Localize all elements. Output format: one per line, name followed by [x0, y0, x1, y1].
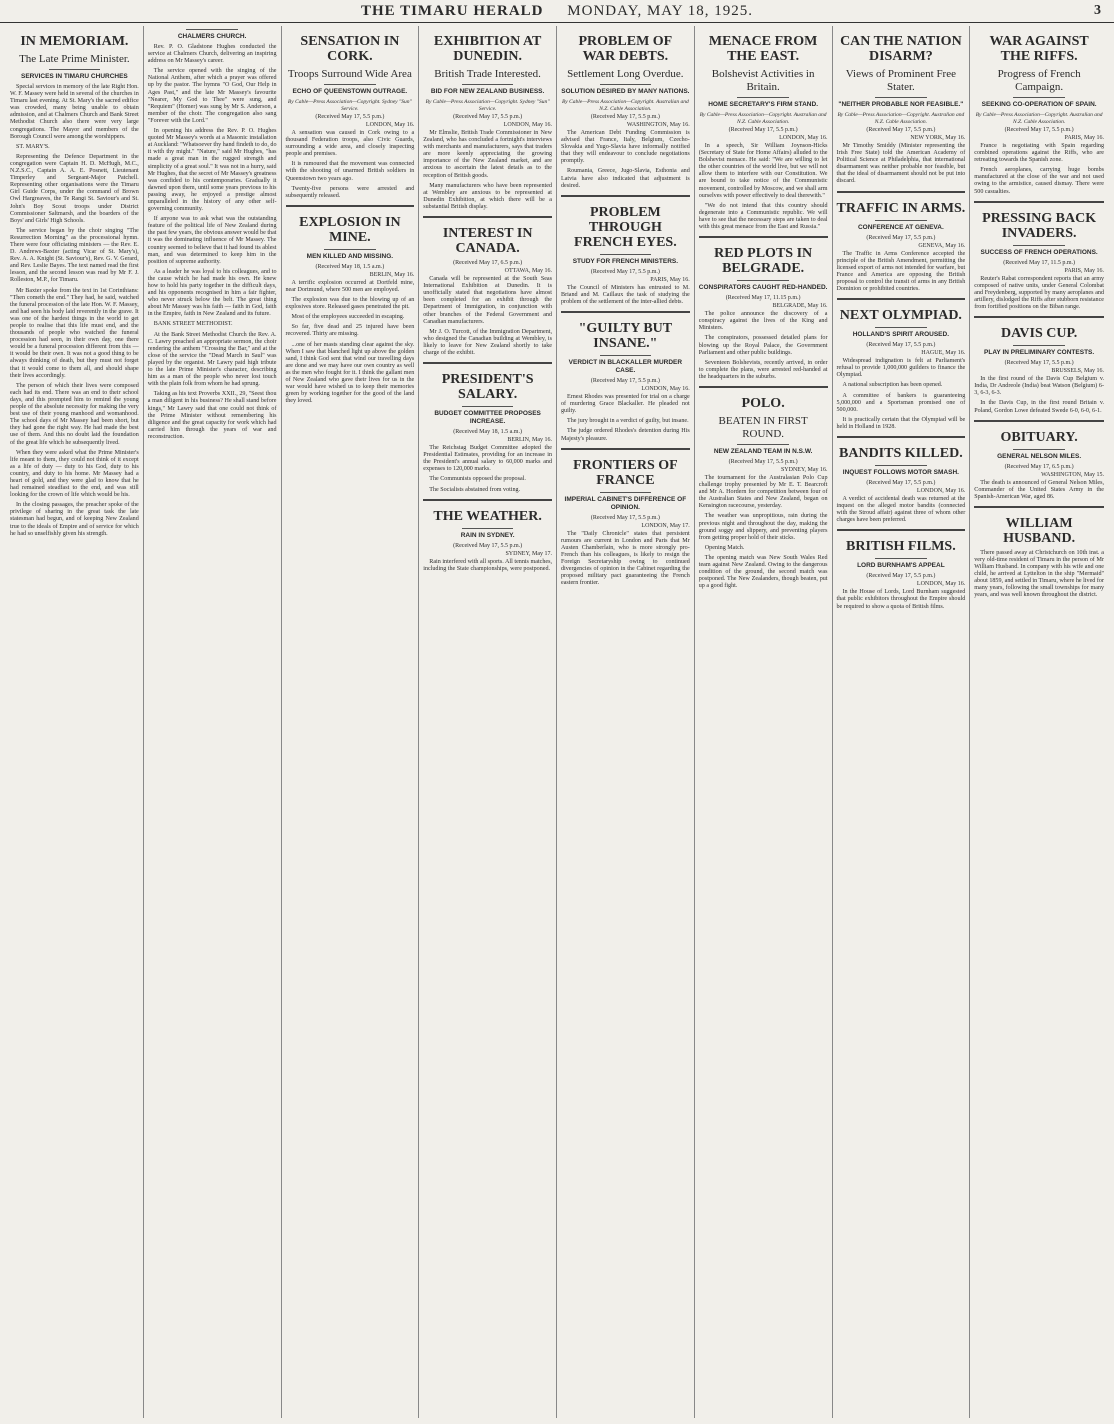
story-received: (Received May 17, 11.5 p.m.): [1003, 259, 1075, 266]
article-paragraph: Most of the employees succeeded in escaping.: [291, 314, 405, 321]
article-subhead: Settlement Long Overdue.: [567, 68, 684, 80]
article-kicker: "NEITHER PROBABLE NOR FEASIBLE.": [838, 101, 964, 108]
story-dateline: GENEVA, May 16.: [918, 242, 966, 249]
article-paragraph: The Socialists abstained from voting.: [429, 486, 521, 493]
divider: [186, 29, 238, 30]
article-paragraph: Seventeen Bolshevists, recently arrived, in order to complete the plans, were arrested red-handed at the headquarters in the suburbs.: [698, 359, 828, 380]
divider: [462, 406, 514, 407]
story-separator: [699, 236, 828, 238]
article-paragraph: Ernest Rhodes was presented for trial on a charge of murdering Grace Blackaller. He pleaded not guilty.: [561, 394, 690, 415]
story-headline: "GUILTY BUT INSANE.": [578, 321, 673, 352]
story-headline: TRAFFIC IN ARMS.: [836, 200, 966, 216]
divider: [875, 220, 927, 221]
masthead: [0, 0, 1114, 23]
divider: [1013, 345, 1065, 346]
story-dateline: WASHINGTON, May 15.: [1041, 471, 1104, 478]
column-4: [419, 26, 557, 1418]
story-dateline: LONDON, May 16.: [916, 487, 966, 494]
article-dateline: LONDON, May 16.: [503, 122, 552, 128]
story-separator: [837, 529, 966, 531]
article-paragraph: Mr Elmslie, British Trade Commissioner in New Zealand, who has concluded a fortnight's interviews with merchants and manufacturers, says that traders are more keenly appreciating the growing importance of the New Zealand market, and are anxious to ascertain the latest details as to the reception of British goods.: [423, 130, 552, 179]
divider: [600, 254, 652, 255]
story-separator: [699, 386, 828, 388]
article-paragraph: BANK STREET METHODIST.: [153, 321, 233, 328]
divider: [875, 558, 927, 559]
article-paragraph: France is negotiating with Spain regarding combined operations against the Riffs, who are retreating towards the Spanish zone.: [974, 143, 1104, 164]
article-paragraph: The Reichstag Budget Committee adopted the Presidential Estimates, providing for an increase in the President's annual salary to 60,000 marks and expenses to 120,000 marks.: [423, 445, 552, 473]
article-kicker: CHALMERS CHURCH.: [177, 33, 247, 40]
story-kicker: INQUEST FOLLOWS MOTOR SMASH.: [842, 468, 959, 476]
article-paragraph: In the first round of the Davis Cup Belgium v. India, Dr Andreole (India) beat Watson (Belgium) 6-3, 6-3, 6-3.: [974, 376, 1104, 397]
story-kicker: STUDY FOR FRENCH MINISTERS.: [572, 257, 679, 265]
article-paragraph: The jury brought in a verdict of guilty, but insane.: [567, 418, 689, 425]
story-dateline: SYDNEY, May 17.: [505, 550, 552, 557]
article-headline: PROBLEM OF WAR DEBTS.: [578, 34, 673, 64]
story-headline: PRESIDENT'S SALARY.: [441, 372, 534, 403]
article-paragraph: Representing the Defence Department in the congregation were Captain H. D. McHugh, M.C., N.Z.S.C., Captain A. A. E. Posnett, Lieutenant Timperley and Sergeant-Major Patchell. Representing other organisations were the Timaru Girl Guide Corps, under the command of Brown Owl Hargreaves, the Te Rangi St. Saviour's and St. John's Boy Scout troops under District Commissioner Saltmarsh, and the boarders of the Boys' and Girls' High Schools.: [10, 153, 139, 224]
story-kicker: LORD BURNHAM'S APPEAL: [857, 562, 945, 570]
story-headline: FRONTIERS OF FRANCE: [573, 457, 678, 488]
story-dateline: BERLIN, May 16.: [507, 437, 552, 444]
story-received: (Received May 17, 5.5 p.m.): [866, 234, 936, 241]
article-subhead: Views of Prominent Free Stater.: [845, 68, 956, 93]
story-kicker: HOLLAND'S SPIRIT AROUSED.: [852, 331, 950, 339]
article-received: (Received May 17, 5.5 p.m.): [728, 127, 798, 133]
article-kicker: SERVICES IN TIMARU CHURCHES: [20, 73, 128, 80]
page-number: 3: [1094, 3, 1102, 18]
article-paragraph: In opening his address the Rev. P. O. Hughes quoted Mr Massey's words at a Masonic installation at Auckland: "Whatsoever thy hand findeth to do, do it with thy might." "Nature," said Mr Hughes, "has made a great man in the rugged strength and simplicity of a great soul." It was not in a hurry, said Mr Hughes, that the secret of Mr Massey's greatness was confided to his contemporaries. Gradually it dawned upon them, until some years previous to his passing away, he enjoyed a prestige almost unparalleled in the history of any other self-governing community.: [147, 128, 277, 213]
story-received: (Received May 17, 6.5 p.m.): [1004, 463, 1074, 470]
article-headline: CAN THE NATION DISARM?: [840, 34, 962, 64]
article-cable-credit: By Cable—Press Association—Copyright. Australian and N.Z. Cable Association.: [975, 112, 1103, 125]
article-received: (Received May 17, 5.5 p.m.): [866, 127, 936, 133]
article-kicker: SOLUTION DESIRED BY MANY NATIONS.: [561, 88, 690, 95]
article-paragraph: Mr J. O. Turcott, of the Immigration Department, who designed the Canadian building at Wembley, is likely to leave for New Zealand shortly to take charge of the exhibit.: [423, 328, 552, 356]
story-separator: [423, 362, 552, 364]
article-cable-credit: By Cable—Press Association—Copyright. Sydney "Sun" Service.: [425, 99, 550, 112]
story-headline: BANDITS KILLED.: [839, 445, 963, 461]
article-dateline: PARIS, May 16.: [1064, 135, 1104, 141]
divider: [875, 97, 927, 98]
story-received: (Received May 17, 5.5 p.m.): [866, 573, 936, 580]
story-received: (Received May 17, 5.5 p.m.): [590, 268, 660, 275]
article-kicker: HOME SECRETARY'S FIRM STAND.: [708, 101, 818, 108]
article-kicker: ECHO OF QUEENSTOWN OUTRAGE.: [292, 88, 408, 95]
article-paragraph: Widespread indignation is felt at Parliament's refusal to provide 1,000,000 guilders to finance the Olympiad.: [836, 358, 966, 379]
divider: [600, 84, 652, 85]
article-paragraph: Mr Timothy Smiddy (Minister representing the Irish Free State) told the American Academy of Political Science at Philadelphia, that international disarmament was neither probable nor feasible, but that the ideal of disarmament should not be put into discard.: [836, 143, 966, 185]
story-separator: [837, 298, 966, 300]
article-paragraph: Reuter's Rabat correspondent reports that an army composed of native units, under General Colombat and Freydenberg, supported by many aeroplanes and artillery, dislodged the Riffs after stubborn resistance from fortified positions on the Biban range.: [974, 275, 1104, 311]
story-dateline: OTTAWA, May 16.: [504, 268, 552, 275]
article-headline: WAR AGAINST THE RIFFS.: [989, 34, 1089, 64]
divider: [462, 528, 514, 529]
story-separator: [561, 448, 690, 450]
story-separator: [837, 436, 966, 438]
article-paragraph: The police announce the discovery of a conspiracy against the lives of the King and Ministers.: [698, 311, 828, 332]
article-paragraph: Taking as his text Proverbs XXII., 29, "Seest thou a man diligent in his business? He shall stand before kings," Mr Lawry said that one could not think of the Prime Minister without remembering his diligence and the great capacity for work which had carried him through the years of war and reconstruction.: [147, 391, 277, 440]
divider: [324, 249, 376, 250]
article-headline: IN MEMORIAM.: [20, 34, 129, 49]
article-dateline: LONDON, May 16.: [779, 135, 828, 141]
article-headline: MENACE FROM THE EAST.: [708, 34, 818, 64]
divider: [737, 444, 789, 445]
article-paragraph: The tournament for the Australasian Polo Cup challenge trophy presented by Mr E. T. Bearcroft and Mr A. Hordern for competition between four of the Australian States and New Zealand, began on Kensington racecourse, yesterday.: [698, 474, 828, 510]
story-separator: [561, 195, 690, 197]
article-paragraph: The weather was unpropitious, rain during the previous night and throughout the day, making the ground soggy and slippery, and preventing players from getting proper hold of their sticks.: [698, 513, 828, 541]
story-headline: EXPLOSION IN MINE.: [299, 214, 401, 245]
story-kicker: CONFERENCE AT GENEVA.: [857, 223, 944, 231]
article-subhead: The Late Prime Minister.: [19, 53, 130, 65]
article-headline: EXHIBITION AT DUNEDIN.: [433, 34, 542, 64]
story-separator: [423, 216, 552, 218]
story-received: (Received May 18, 1.5 a.m.): [315, 263, 385, 270]
article-paragraph: The explosion was due to the blowing up of an explosives store. Released gases penetrated the pit.: [285, 297, 415, 311]
story-separator: [423, 499, 552, 501]
story-received: (Received May 17, 5.5 p.m.): [728, 458, 798, 465]
story-dateline: HAGUE, May 16.: [921, 350, 966, 357]
divider: [875, 465, 927, 466]
article-paragraph: In a speech, Sir William Joynson-Hicks (Secretary of State for Home Affairs) alluded to the Bolshevist menace. He said: "We are willing to let the other countries of the world live, but we will not allow them to interfere with our Constitution. We are bound to take notice of the Communistic movement, controlled by Moscow, and we shall arm ourselves with power effectively to deal therewith.": [698, 143, 828, 199]
article-paragraph: In the closing passages, the preacher spoke of the privilege of sharing in the great task the late statesman had begun, and of keeping New Zealand true to the ideals of Empire and of service for which he had so unselfishly given his strength.: [10, 502, 139, 537]
story-received: (Received May 17, 5.5 p.m.): [453, 542, 523, 549]
column-8: [970, 26, 1108, 1418]
article-paragraph: It is rumoured that the movement was connected with the shooting of unarmed British soldiers in Queenstown two years ago.: [285, 161, 415, 182]
article-paragraph: When they were asked what the Prime Minister's life meant to them, they could not think of it except as a life of duty — duty to his God, duty to his country, and duty to his home. Mr Massey had a heart of gold, and they were glad to know that he had remained steadfast to the end, and was still looking for the crown of life which would be his.: [10, 449, 139, 499]
article-received: (Received May 17, 5.5 p.m.): [590, 114, 660, 120]
story-dateline: BERLIN, May 16.: [369, 271, 415, 278]
article-paragraph: The American Debt Funding Commission is advised that France, Italy, Belgium, Czecho-Slovakia and Yugo-Slavia have informally notified that they will endeavour to conclude negotiations promptly.: [561, 130, 690, 165]
story-received: (Received May 17, 5.5 p.m.): [866, 342, 936, 349]
article-paragraph: There passed away at Christchurch on 10th inst. a very old-time resident of Timaru in the person of Mr William Husband. In company with his wife and one child, he arrived at Lyttelton in the ship "Mermaid" about 1859, and settled in Timaru, where he lived for many years, following the small townships for many years, and was well known throughout the district.: [974, 549, 1104, 599]
article-paragraph: The Communists opposed the proposal.: [429, 476, 526, 483]
article-paragraph: The opening match was New South Wales Red team against New Zealand. Owing to the dangerous condition of the ground, the second match was postponed. The New Zealanders, though beaten, put up a good fight.: [698, 554, 828, 590]
divider: [1013, 449, 1065, 450]
story-dateline: BELGRADE, May 16.: [772, 303, 828, 310]
divider: [1013, 97, 1065, 98]
article-dateline: NEW YORK, May 16.: [910, 135, 966, 141]
article-paragraph: A national subscription has been opened.: [842, 382, 943, 389]
story-separator: [974, 506, 1104, 508]
article-received: (Received May 17, 5.5 p.m.): [453, 114, 523, 120]
article-cable-credit: By Cable—Press Association—Copyright. Australian and N.Z. Cable Association.: [837, 112, 965, 125]
article-paragraph: A verdict of accidental death was returned at the inquest on the alleged motor bandits (connected with the Stroud affair) against three of whom other charges have been preferred.: [836, 495, 966, 524]
story-separator: [974, 201, 1104, 203]
article-paragraph: Special services in memory of the late Right Hon. W. F. Massey were held in several of the churches in Timaru last evening. At St. Mary's the sacred edifice was crowded, many being unable to obtain admission, and at Chalmers Church and Bank Street Methodist Church also there were very large congregations. The Mayor and members of the Borough Council were among the worshippers.: [10, 84, 139, 140]
story-received: (Received May 17, 5.5 p.m.): [1004, 360, 1074, 367]
article-paragraph: Roumania, Greece, Jugo-Slavia, Esthonia and Latvia have also indicated that adjustment is desired.: [561, 168, 690, 189]
story-kicker: MEN KILLED AND MISSING.: [306, 252, 394, 260]
newspaper-title: THE TIMARU HERALD: [360, 3, 544, 19]
story-headline: NEXT OLYMPIAD.: [839, 308, 962, 324]
article-subhead: Progress of French Campaign.: [997, 68, 1081, 93]
article-dateline: LONDON, May 16.: [365, 122, 415, 128]
article-paragraph: Many manufacturers who have been represented at Wembley are anxious to be represented at Dunedin Exhibition, at which there will be a substantial British display.: [423, 182, 552, 210]
article-paragraph: ...one of her masts standing clear against the sky. When I saw that blanched light up above the golden sand, I think God sent that wind our travelling days are done and we may have our own country as well as the men who fought for it. I think the gallant men of New Zealand who gave their lives for us in the war would have wished us to keep their memories green by working together for the good of the land they loved.: [285, 341, 415, 405]
column-1: [6, 26, 144, 1418]
story-kicker: PLAY IN PRELIMINARY CONTESTS.: [984, 349, 1095, 357]
divider: [324, 84, 376, 85]
story-separator: [974, 316, 1104, 318]
story-dateline: PARIS, May 16.: [1064, 267, 1104, 274]
article-paragraph: ST. MARY'S.: [16, 143, 50, 150]
story-headline: RED PLOTS IN BELGRADE.: [714, 246, 813, 277]
article-cable-credit: By Cable—Press Association—Copyright. Sydney "Sun" Service.: [287, 99, 412, 112]
divider: [737, 280, 789, 281]
story-received: (Received May 17, 5.5 p.m.): [590, 378, 660, 385]
article-cable-credit: By Cable—Press Association—Copyright. Australian and N.Z. Cable Association.: [561, 99, 689, 112]
article-paragraph: In the House of Lords, Lord Burnham suggested that public exhibitors throughout the Empire should be required to show a quota of British films.: [836, 589, 966, 610]
divider: [49, 69, 101, 70]
article-paragraph: The death is announced of General Nelson Miles, Commander of the United States Army in the Spanish-American War, aged 86.: [974, 479, 1104, 500]
story-kicker: IMPERIAL CABINET'S DIFFERENCE OF OPINION.: [564, 495, 687, 511]
column-3: [282, 26, 420, 1418]
story-received: (Received May 17, 6.5 p.m.): [453, 260, 523, 267]
divider: [875, 327, 927, 328]
article-subhead: Bolshevist Activities in Britain.: [711, 68, 815, 93]
article-subhead: Troops Surround Wide Area: [287, 68, 412, 80]
column-2: [144, 26, 282, 1418]
article-paragraph: The conspirators, possessed detailed plans for blowing up the Royal Palace, the Government Parliament and other public buildings.: [698, 335, 828, 356]
story-dateline: LONDON, May 17.: [641, 522, 690, 529]
story-separator: [561, 311, 690, 313]
story-headline: WILLIAM HUSBAND.: [1003, 515, 1076, 546]
story-dateline: SYDNEY, May 16.: [780, 466, 828, 473]
article-paragraph: It is practically certain that the Olympiad will be held in Holland in 1928.: [836, 416, 966, 430]
story-dateline: LONDON, May 16.: [916, 581, 966, 588]
article-paragraph: The Council of Ministers has entrusted to M. Briand and M. Caillaux the task of studying the problem of the settlement of the inter-allied debts.: [561, 284, 690, 305]
divider: [737, 97, 789, 98]
article-paragraph: A committee of bankers is guaranteeing 5,000,000 and a Sportsman promised one of 500,000.: [836, 392, 966, 413]
news-columns: [6, 26, 1108, 1418]
article-kicker: SEEKING CO-OPERATION OF SPAIN.: [981, 101, 1097, 108]
article-paragraph: Canada will be represented at the South Seas International Exhibition at Dunedin. It is unofficially stated that negotiations have almost been completed for an exhibit through the Department of Immigration, in conjunction with other branches of the Federal Government and Canadian manufacturers.: [423, 276, 552, 325]
divider: [462, 84, 514, 85]
article-paragraph: So far, five dead and 25 injured have been recovered. Thirty are missing.: [285, 324, 415, 338]
story-headline: DAVIS CUP.: [1001, 326, 1078, 342]
story-subhead: BEATEN IN FIRST ROUND.: [718, 414, 808, 440]
article-headline: SENSATION IN CORK.: [300, 34, 400, 64]
article-paragraph: A terrific explosion occurred at Dortfeld mine, near Dortmund, where 500 men are employed.: [285, 279, 415, 293]
article-paragraph: French aeroplanes, carrying huge bombs manufactured at the close of the war and not used owing to the armistice, caused dismay. There were 500 casualties.: [974, 167, 1104, 195]
story-received: (Received May 17, 5.5 p.m.): [590, 514, 660, 521]
column-7: [833, 26, 971, 1418]
story-dateline: LONDON, May 16.: [641, 386, 690, 393]
story-separator: [837, 191, 966, 193]
story-headline: BRITISH FILMS.: [846, 539, 956, 555]
story-headline: OBITUARY.: [1000, 429, 1078, 445]
article-received: (Received May 17, 5.5 p.m.): [1004, 127, 1074, 133]
story-headline: POLO.: [741, 395, 785, 411]
column-5: [557, 26, 695, 1418]
column-6: [695, 26, 833, 1418]
article-paragraph: The "Daily Chronicle" states that persistent rumours are current in London and Paris that Mr Austen Chamberlain, who is more strongly pro-French than his colleagues, is likely to resign the Foreign Secretaryship owing to continued divergencies of opinion in the Cabinet regarding the proposed military pact guaranteeing the French eastern frontier.: [561, 530, 690, 587]
article-paragraph: Rev. P. O. Gladstone Hughes conducted the service at Chalmers Church, delivering an inspiring address on Mr Massey's career.: [147, 44, 277, 65]
story-dateline: PARIS, May 16.: [650, 276, 690, 283]
article-paragraph: If anyone was to ask what was the outstanding feature of the political life of New Zealand during the past few years, the obvious answer would be that it was the dominating influence of Mr Massey. The country seemed to believe that it had found its ablest man, and was determined to keep him in the position of supreme authority.: [147, 216, 277, 265]
article-paragraph: The service opened with the singing of the National Anthem, after which a prayer was offered up by the pastor. The hymns "O God, Our Help in Ages Past," and the late Mr Massey's favourite "Nearer, My God to Thee" were sung, and "Requiem" (Homer) was sung by Mr S. Anderson, a member of the choir. The congregation also sang "Forever with the Lord.": [147, 68, 277, 124]
article-paragraph: Twenty-five persons were arrested and subsequently released.: [285, 185, 415, 199]
story-received: (Received May 18, 1.5 a.m.): [453, 429, 522, 436]
story-kicker: SUCCESS OF FRENCH OPERATIONS.: [980, 248, 1098, 256]
article-received: (Received May 17, 5.5 p.m.): [315, 114, 385, 120]
article-paragraph: Mr Baxter spoke from the text in 1st Corinthians: "Then cometh the end." They had, he said, watched the funeral procession of the late Hon. W. F. Massey, and had seen his body laid reverently in the grave. It was one of the hardest things in the world to get people to realise that this life must end, and the thousands of people who watched the funeral procession had seen, in their own day, one there would be a funeral procession different from this — it would be their own. It was not a good thing to be always thinking of death, but they must not forget that it would come to them all, and should shape their lives accordingly.: [10, 287, 139, 379]
article-paragraph: Rain interfered with all sports. All tennis matches, including the State championships, were postponed.: [423, 558, 552, 572]
article-paragraph: Opening Match.: [704, 544, 745, 551]
article-paragraph: In the Davis Cup, in the first round Britain v. Poland, Gordon Lowe defeated Swede 6-0, 6-0, 6-1.: [974, 400, 1104, 414]
issue-date: MONDAY, MAY 18, 1925.: [567, 3, 754, 19]
story-headline: PRESSING BACK INVADERS.: [982, 210, 1097, 241]
story-received: (Received May 17, 5.5 p.m.): [866, 479, 936, 486]
story-separator: [974, 420, 1104, 422]
article-paragraph: At the Bank Street Methodist Church the Rev. A. C. Lawry preached an appropriate sermon, the choir rendering the anthem "Crossing the Bar," and at the close of the service the "Dead March in Saul" was played by the organist. Mr Lawry paid high tribute to the late Prime Minister's character, describing him as a man of the people who never lost touch with the plain folk from whom he had sprung.: [147, 331, 277, 388]
story-headline: THE WEATHER.: [433, 508, 542, 524]
article-dateline: WASHINGTON, May 16.: [626, 122, 690, 128]
article-paragraph: The Traffic in Arms Conference accepted the principle of the British Amendment, permitting the licensed export of arms not intended for warfare, but France and America are opposing the British proposal to control the transit of arms in any British Dominion or prohibited countries.: [836, 250, 966, 293]
story-headline: INTEREST IN CANADA.: [442, 226, 533, 257]
divider: [1013, 245, 1065, 246]
article-paragraph: The person of which their lives were composed each had its end. There was an end to their school days, and this prompted him to remind the young people of the absolute necessity for making the very best use of their young manhood and womanhood. The school days of Mr Massey had been short, but they had gone the right way. He had made the best use of them. And this no doubt laid the foundation of the great life which he subsequently lived.: [10, 382, 139, 446]
article-paragraph: The judge ordered Rhodes's detention during His Majesty's pleasure.: [561, 428, 690, 442]
story-separator: [286, 205, 415, 207]
story-kicker: RAIN IN SYDNEY.: [460, 531, 515, 539]
story-kicker: VERDICT IN BLACKALLER MURDER CASE.: [568, 359, 683, 375]
story-dateline: BRUSSELS, May 16.: [1051, 368, 1104, 375]
story-kicker: BUDGET COMMITTEE PROPOSES INCREASE.: [434, 410, 541, 426]
article-cable-credit: By Cable—Press Association—Copyright. Australian and N.Z. Cable Association.: [699, 112, 827, 125]
article-paragraph: As a leader he was loyal to his colleagues, and to the cause which he had made his own. He knew how to hold his party together in the difficult days, and his opponents recognised in him a fair fighter, who never struck below the belt. The great thing about Mr Massey was his faith — faith in God, faith in the Empire, faith in New Zealand and its future.: [147, 268, 277, 318]
story-kicker: NEW ZEALAND TEAM IN N.S.W.: [713, 447, 813, 455]
article-subhead: British Trade Interested.: [434, 68, 541, 80]
divider: [600, 355, 652, 356]
story-kicker: CONSPIRATORS CAUGHT RED-HANDED.: [698, 284, 828, 292]
article-kicker: BID FOR NEW ZEALAND BUSINESS.: [430, 88, 545, 95]
article-paragraph: "We do not intend that this country should degenerate into a Communistic republic. We will have to see that the necessary steps are taken to deal with this great menace from the East and Russia.": [698, 202, 828, 231]
story-headline: PROBLEM THROUGH FRENCH EYES.: [574, 204, 677, 250]
story-received: (Received May 17, 11.15 p.m.): [725, 295, 801, 302]
article-paragraph: A sensation was caused in Cork owing to a thousand Federation troops, also Civic Guards, surrounding a wide area, and closely inspecting people and premises.: [285, 130, 415, 158]
article-paragraph: The service began by the choir singing "The Resurrection Morning" as the processional hymn. There were four officiating ministers — the Rev. E. D. Andrews-Baxter (acting Vicar of St. Mary's), Rev. A. A. Knight (St. Saviour's), Rev. G. V. Gerard, and Rev. Leslie Bayes. The text named read the first lesson, and the second lesson was read by Mr F. J. Rolleston, M.P., for Timaru.: [10, 227, 139, 284]
divider: [600, 492, 652, 493]
story-kicker: GENERAL NELSON MILES.: [997, 452, 1082, 460]
